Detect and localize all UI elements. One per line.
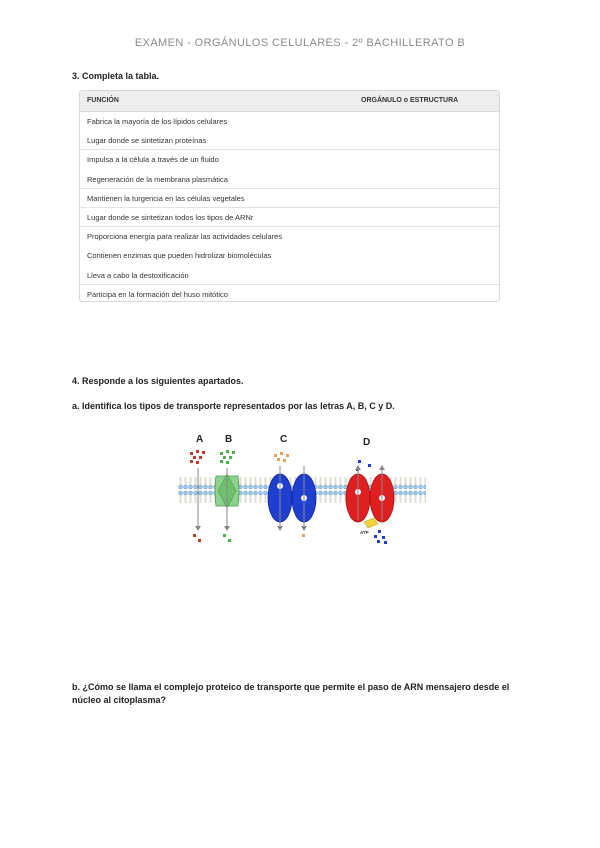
table-row [80, 150, 499, 169]
question-4b-text: b. ¿Cómo se llama el complejo proteico de transporte que permite el paso de ARN mensajero desde el núcleo al citoplasma? [72, 682, 510, 705]
label-b: B [225, 434, 233, 445]
table-row [80, 285, 499, 304]
row-function-text: Mantienen la turgencia en las células vegetales [87, 193, 245, 203]
header-organulo: ORGÁNULO o ESTRUCTURA [361, 97, 459, 104]
row-function-text: Lugar donde se sintetizan todos los tipos de ARNr [87, 212, 254, 222]
row-function-text: Impulsa a la célula a través de un fluido [87, 155, 219, 165]
row-function-text: Fabrica la mayoría de los lípidos celulares [87, 117, 228, 126]
label-d: D [363, 437, 371, 448]
row-function-text: Lleva a cabo la destoxificación [87, 270, 189, 280]
atp-label: ATP [360, 530, 369, 535]
table-row [80, 208, 499, 227]
membrane-transport-diagram [178, 430, 426, 548]
row-function-text: Proporciona energía para realizar las actividades celulares [87, 232, 283, 242]
label-a: A [196, 434, 204, 445]
transport-b-channel [215, 450, 239, 542]
table-row [80, 227, 499, 246]
table-row [80, 112, 499, 131]
table-row [80, 131, 499, 150]
row-function-text: Participa en la formación del huso mitótico [87, 289, 228, 299]
row-function-text: Regeneración de la membrana plasmática [87, 174, 228, 184]
organelles-table [79, 90, 500, 302]
table-row [80, 266, 499, 285]
question-3-title: 3. Completa la tabla. [72, 71, 160, 81]
question-4-title: 4. Responde a los siguientes apartados. [72, 376, 244, 386]
table-row [80, 170, 499, 189]
row-function-text: Lugar donde se sintetizan proteínas [87, 136, 207, 146]
table-row [80, 189, 499, 208]
label-c: C [280, 434, 288, 445]
table-row [80, 246, 499, 265]
header-funcion: FUNCIÓN [87, 97, 119, 104]
question-4a-text: a. Identifica los tipos de transporte representados por las letras A, B, C y D. [72, 401, 395, 411]
exam-header: EXAMEN - ORGÁNULOS CELULARES - 2º BACHILLERATO B [134, 37, 466, 49]
transport-d-active-pump [346, 460, 394, 544]
table-header [80, 91, 499, 112]
row-function-text: Contienen enzimas que pueden hidrolizar biomoléculas [87, 251, 272, 261]
transport-c-carrier [268, 452, 316, 537]
